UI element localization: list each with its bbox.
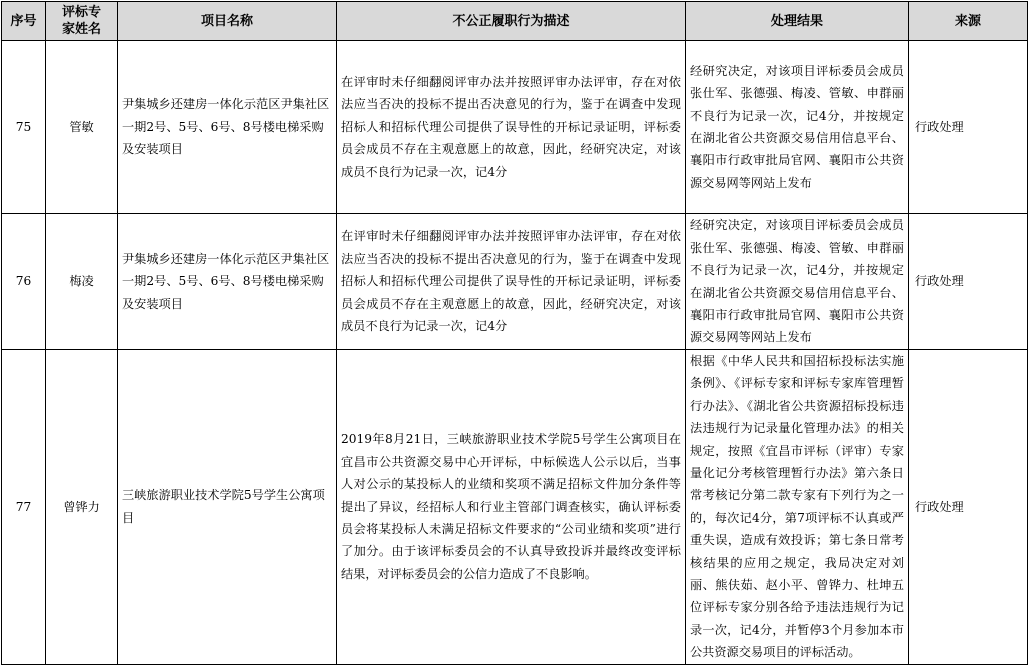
- table-row: [2, 214, 1028, 350]
- cell-source: 行政处理: [909, 350, 1028, 665]
- cell-behavior: 在评审时未仔细翻阅评审办法并按照评审办法评审，存在对依法应当否决的投标不提出否决意见的行为，鉴于在调查中发现招标人和招标代理公司提供了误导性的开标记录证明，评标委员会成员不存在主观意愿上的故意，因此，经研究决定，对该成员不良行为记录一次，记4分: [337, 41, 686, 214]
- penalty-records-table: [1, 1, 1028, 665]
- table-row: [2, 350, 1028, 665]
- header-row: [2, 2, 1028, 41]
- cell-result: 根据《中华人民共和国招标投标法实施条例》、《评标专家和评标专家库管理暂行办法》、《湖北省公共资源招标投标违法违规行为记录量化管理办法》的相关规定，按照《宜昌市评标（评审）专家量化记分考核管理暂行办法》第六条日常考核记分第二款专家有下列行为之一的，每次记4分，第7项评标不认真或严重失误，造成有效投诉；第七条日常考核结果的应用之规定，我局决定对刘丽、熊伕茹、赵小平、曾铧力、杜坤五位评标专家分别各给予违法违规行为记录一次，记4分，并暂停3个月参加本市公共资源交易项目的评标活动。: [686, 350, 909, 665]
- cell-expert-name: 曾铧力: [46, 350, 118, 665]
- header-project: 项目名称: [118, 2, 337, 41]
- cell-expert-name: 梅凌: [46, 214, 118, 350]
- cell-seq: 76: [2, 214, 46, 350]
- header-expert-name: [46, 2, 118, 41]
- header-behavior: 不公正履职行为描述: [337, 2, 686, 41]
- header-expert-line2: 家姓名: [61, 22, 101, 37]
- table-header: [2, 2, 1028, 41]
- header-seq: 序号: [2, 2, 46, 41]
- cell-behavior: 在评审时未仔细翻阅评审办法并按照评审办法评审，存在对依法应当否决的投标不提出否决意见的行为，鉴于在调查中发现招标人和招标代理公司提供了误导性的开标记录证明，评标委员会成员不存在主观意愿上的故意，因此，经研究决定，对该成员不良行为记录一次，记4分: [337, 214, 686, 350]
- cell-source: 行政处理: [909, 214, 1028, 350]
- header-expert-line1: 评标专: [61, 5, 101, 20]
- cell-project: 尹集城乡还建房一体化示范区尹集社区一期2号、5号、6号、8号楼电梯采购及安装项目: [118, 214, 337, 350]
- cell-result: 经研究决定，对该项目评标委员会成员张仕军、张德强、梅凌、管敏、申群丽不良行为记录一次，记4分，并按规定在湖北省公共资源交易信用信息平台、襄阳市行政审批局官网、襄阳市公共资源交易网等网站上发布: [686, 41, 909, 214]
- cell-project: 尹集城乡还建房一体化示范区尹集社区一期2号、5号、6号、8号楼电梯采购及安装项目: [118, 41, 337, 214]
- cell-behavior: 2019年8月21日，三峡旅游职业技术学院5号学生公寓项目在宜昌市公共资源交易中心开评标，中标候选人公示以后，当事人对公示的某投标人的业绩和奖项不满足招标文件加分条件等提出了异议，经招标人和行业主管部门调查核实，确认评标委员会将某投标人未满足招标文件要求的“公司业绩和奖项”进行了加分。由于该评标委员会的不认真导致投诉并最终改变评标结果，对评标委员会的公信力造成了不良影响。: [337, 350, 686, 665]
- cell-project: 三峡旅游职业技术学院5号学生公寓项目: [118, 350, 337, 665]
- cell-source: 行政处理: [909, 41, 1028, 214]
- cell-seq: 75: [2, 41, 46, 214]
- cell-result: 经研究决定，对该项目评标委员会成员张仕军、张德强、梅凌、管敏、申群丽不良行为记录一次，记4分，并按规定在湖北省公共资源交易信用信息平台、襄阳市行政审批局官网、襄阳市公共资源交易网等网站上发布: [686, 214, 909, 350]
- header-result: 处理结果: [686, 2, 909, 41]
- cell-seq: 77: [2, 350, 46, 665]
- table-row: [2, 41, 1028, 214]
- table-body: [2, 41, 1028, 665]
- header-source: 来源: [909, 2, 1028, 41]
- cell-expert-name: 管敏: [46, 41, 118, 214]
